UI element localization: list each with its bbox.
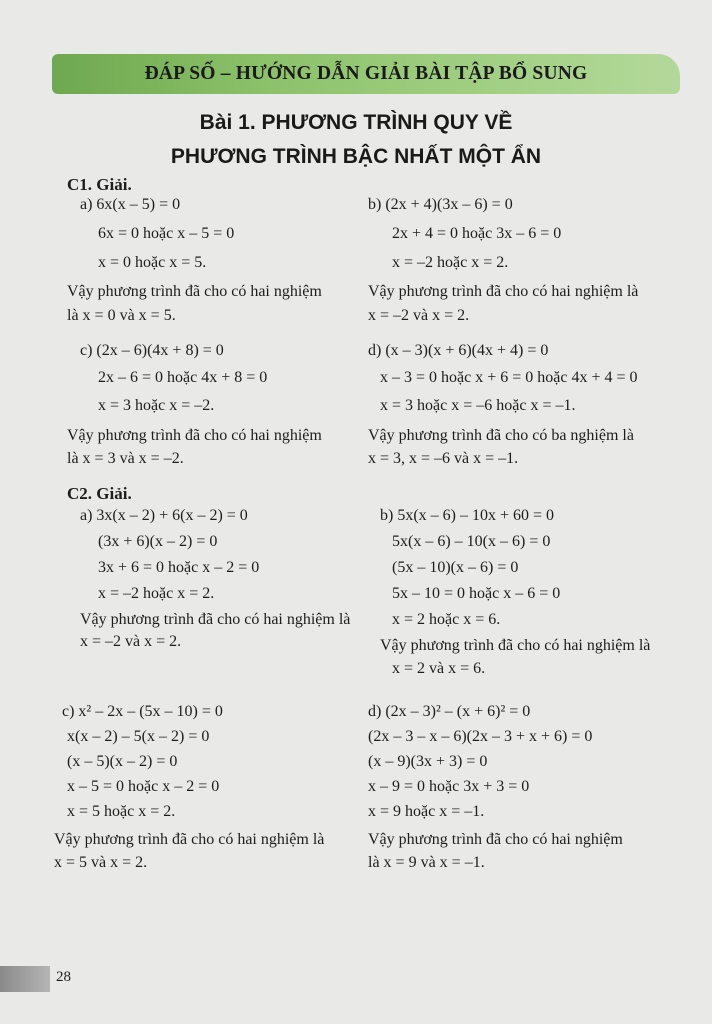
c1b-line: x = –2 hoặc x = 2. xyxy=(392,254,509,271)
c2b-line: 5x – 10 = 0 hoặc x – 6 = 0 xyxy=(392,585,561,602)
c2c-line: (x – 5)(x – 2) = 0 xyxy=(67,753,178,770)
banner-title: ĐÁP SỐ – HƯỚNG DẪN GIẢI BÀI TẬP BỔ SUNG xyxy=(144,63,588,84)
page-number: 28 xyxy=(56,969,71,985)
c2c-conclusion: x = 5 và x = 2. xyxy=(54,854,148,871)
c1d-conclusion: x = 3, x = –6 và x = –1. xyxy=(368,450,519,467)
c2a-line: 3x + 6 = 0 hoặc x – 2 = 0 xyxy=(98,559,260,576)
c2a-line: a) 3x(x – 2) + 6(x – 2) = 0 xyxy=(80,507,248,524)
c1c-line: 2x – 6 = 0 hoặc 4x + 8 = 0 xyxy=(98,369,268,386)
c1a-line: 6x = 0 hoặc x – 5 = 0 xyxy=(98,225,235,242)
c2c-line: x – 5 = 0 hoặc x – 2 = 0 xyxy=(67,778,220,795)
c2a-line: x = –2 hoặc x = 2. xyxy=(98,585,215,602)
section-c2-heading: C2. Giải. xyxy=(67,484,132,503)
c1b-line: b) (2x + 4)(3x – 6) = 0 xyxy=(368,196,513,213)
c2d-line: (2x – 3 – x – 6)(2x – 3 + x + 6) = 0 xyxy=(368,728,593,745)
lesson-title-line1: Bài 1. PHƯƠNG TRÌNH QUY VỀ xyxy=(199,111,513,134)
c1b-conclusion: x = –2 và x = 2. xyxy=(368,307,470,324)
c2d-line: x – 9 = 0 hoặc 3x + 3 = 0 xyxy=(368,778,530,795)
c1a-line: a) 6x(x – 5) = 0 xyxy=(80,196,181,213)
c1c-line: c) (2x – 6)(4x + 8) = 0 xyxy=(80,342,224,359)
c2c-line: x(x – 2) – 5(x – 2) = 0 xyxy=(67,728,210,745)
c1c-conclusion: là x = 3 và x = –2. xyxy=(67,450,184,467)
c2b-line: b) 5x(x – 6) – 10x + 60 = 0 xyxy=(380,507,555,524)
c1d-line: x – 3 = 0 hoặc x + 6 = 0 hoặc 4x + 4 = 0 xyxy=(380,369,638,386)
c1b-conclusion: Vậy phương trình đã cho có hai nghiệm là xyxy=(368,283,639,300)
c1d-line: d) (x – 3)(x + 6)(4x + 4) = 0 xyxy=(368,342,549,359)
c1a-conclusion: Vậy phương trình đã cho có hai nghiệm xyxy=(67,283,322,300)
c1c-conclusion: Vậy phương trình đã cho có hai nghiệm xyxy=(67,427,322,444)
c1d-line: x = 3 hoặc x = –6 hoặc x = –1. xyxy=(380,397,576,414)
page-number-strip xyxy=(0,966,50,992)
c2d-line: x = 9 hoặc x = –1. xyxy=(368,803,485,820)
answer-key-banner xyxy=(52,54,680,94)
lesson-title-line2: PHƯƠNG TRÌNH BẬC NHẤT MỘT ẨN xyxy=(170,145,542,168)
c2b-line: (5x – 10)(x – 6) = 0 xyxy=(392,559,519,576)
section-c1-heading: C1. Giải. xyxy=(67,175,132,194)
c1d-conclusion: Vậy phương trình đã cho có ba nghiệm là xyxy=(368,427,634,444)
c2a-line: (3x + 6)(x – 2) = 0 xyxy=(98,533,218,550)
c2b-conclusion: Vậy phương trình đã cho có hai nghiệm là xyxy=(380,637,651,654)
c1a-line: x = 0 hoặc x = 5. xyxy=(98,254,207,271)
c2d-conclusion: Vậy phương trình đã cho có hai nghiệm xyxy=(368,831,623,848)
c2b-conclusion: x = 2 và x = 6. xyxy=(392,660,486,677)
c1b-line: 2x + 4 = 0 hoặc 3x – 6 = 0 xyxy=(392,225,562,242)
c2c-conclusion: Vậy phương trình đã cho có hai nghiệm là xyxy=(54,831,325,848)
c2d-line: (x – 9)(3x + 3) = 0 xyxy=(368,753,488,770)
c2c-line: x = 5 hoặc x = 2. xyxy=(67,803,176,820)
c2b-line: x = 2 hoặc x = 6. xyxy=(392,611,501,628)
c2a-conclusion: Vậy phương trình đã cho có hai nghiệm là xyxy=(80,611,351,628)
c2d-line: d) (2x – 3)² – (x + 6)² = 0 xyxy=(368,703,531,720)
c2b-line: 5x(x – 6) – 10(x – 6) = 0 xyxy=(392,533,551,550)
c1c-line: x = 3 hoặc x = –2. xyxy=(98,397,215,414)
c1a-conclusion: là x = 0 và x = 5. xyxy=(67,307,176,324)
c2d-conclusion: là x = 9 và x = –1. xyxy=(368,854,485,871)
c2c-line: c) x² – 2x – (5x – 10) = 0 xyxy=(62,703,223,720)
c2a-conclusion: x = –2 và x = 2. xyxy=(80,633,182,650)
